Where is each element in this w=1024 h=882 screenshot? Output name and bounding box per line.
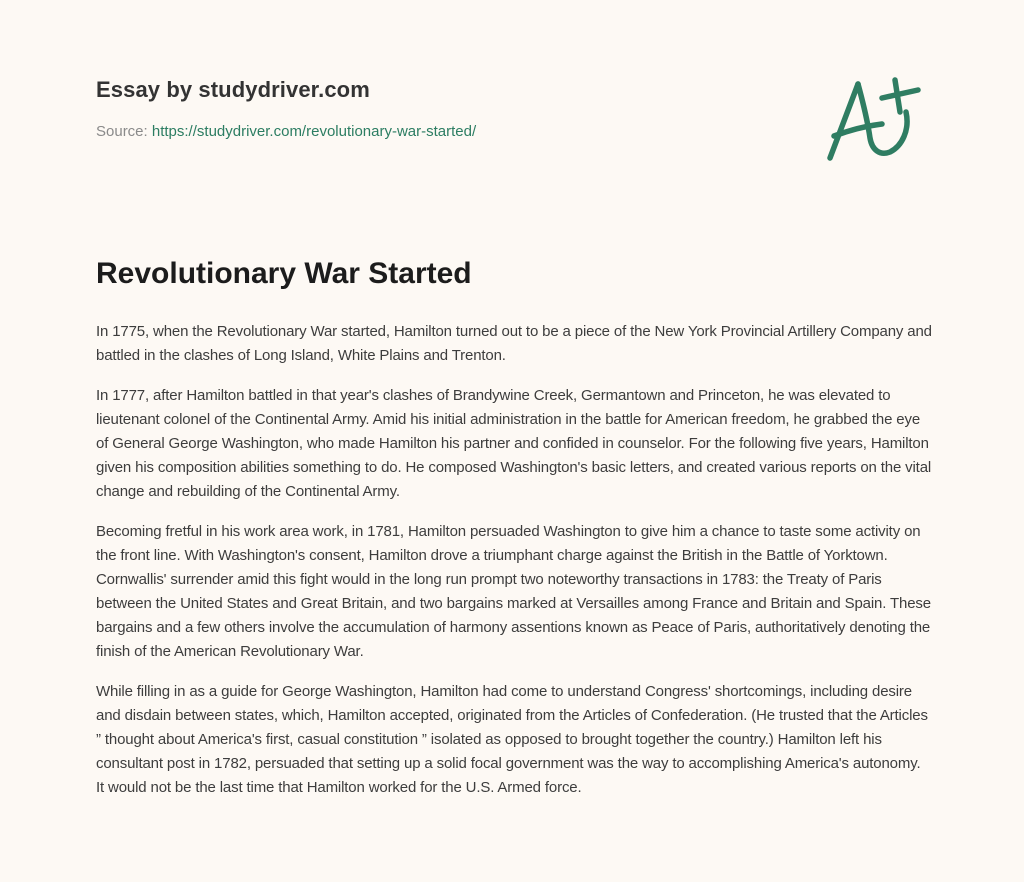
source-link[interactable]: https://studydriver.com/revolutionary-war-started/ bbox=[151, 123, 477, 140]
source-line bbox=[96, 122, 796, 142]
paragraph-2: In 1777, after Hamilton battled in that year's clashes of Brandywine Creek, Germantown and Princeton, he was elevated to lieutenant colonel of the Continental Army. Amid his initial administration in the battle for American freedom, he grabbed the eye of General George Washington, who made Hamilton his partner and confided in counselor. For the following five years, Hamilton given his composition abilities something to do. He composed Washington's basic letters, and created various reports on the vital change and rebuilding of the Continental Army. bbox=[96, 387, 932, 500]
essay-article bbox=[96, 252, 932, 816]
article-title: Revolutionary War Started bbox=[96, 257, 472, 290]
paragraph-1: In 1775, when the Revolutionary War started, Hamilton turned out to be a piece of the New York Provincial Artillery Company and battled in the clashes of Long Island, White Plains and Trenton. bbox=[96, 323, 932, 364]
source-label: Source: bbox=[96, 123, 148, 140]
paragraph-4: While filling in as a guide for George Washington, Hamilton had come to understand Congress' shortcomings, including desire and disdain between states, which, Hamilton accepted, originated from the Articles of Confederation. (He trusted that the Articles ” thought about America's first, casual constitution ” isolated as opposed to brought together the country.) Hamilton left his consultant post in 1782, persuaded that setting up a solid focal government was the way to accomplishing America's autonomy. It would not be the last time that Hamilton worked for the U.S. Armed force. bbox=[96, 683, 928, 796]
a-plus-grade-icon bbox=[820, 66, 930, 166]
essay-header bbox=[96, 76, 796, 142]
paragraph-3: Becoming fretful in his work area work, in 1781, Hamilton persuaded Washington to give him a chance to taste some activity on the front line. With Washington's consent, Hamilton drove a triumphant charge against the British in the Battle of Yorktown. Cornwallis' surrender amid this fight would in the long run prompt two noteworthy transactions in 1783: the Treaty of Paris between the United States and Great Britain, and two bargains marked at Versailles among France and Britain and Spain. These bargains and a few others involve the accumulation of harmony assentions known as Peace of Paris, authoritatively denoting the finish of the American Revolutionary War. bbox=[96, 523, 931, 660]
site-title: Essay by studydriver.com bbox=[96, 77, 370, 102]
